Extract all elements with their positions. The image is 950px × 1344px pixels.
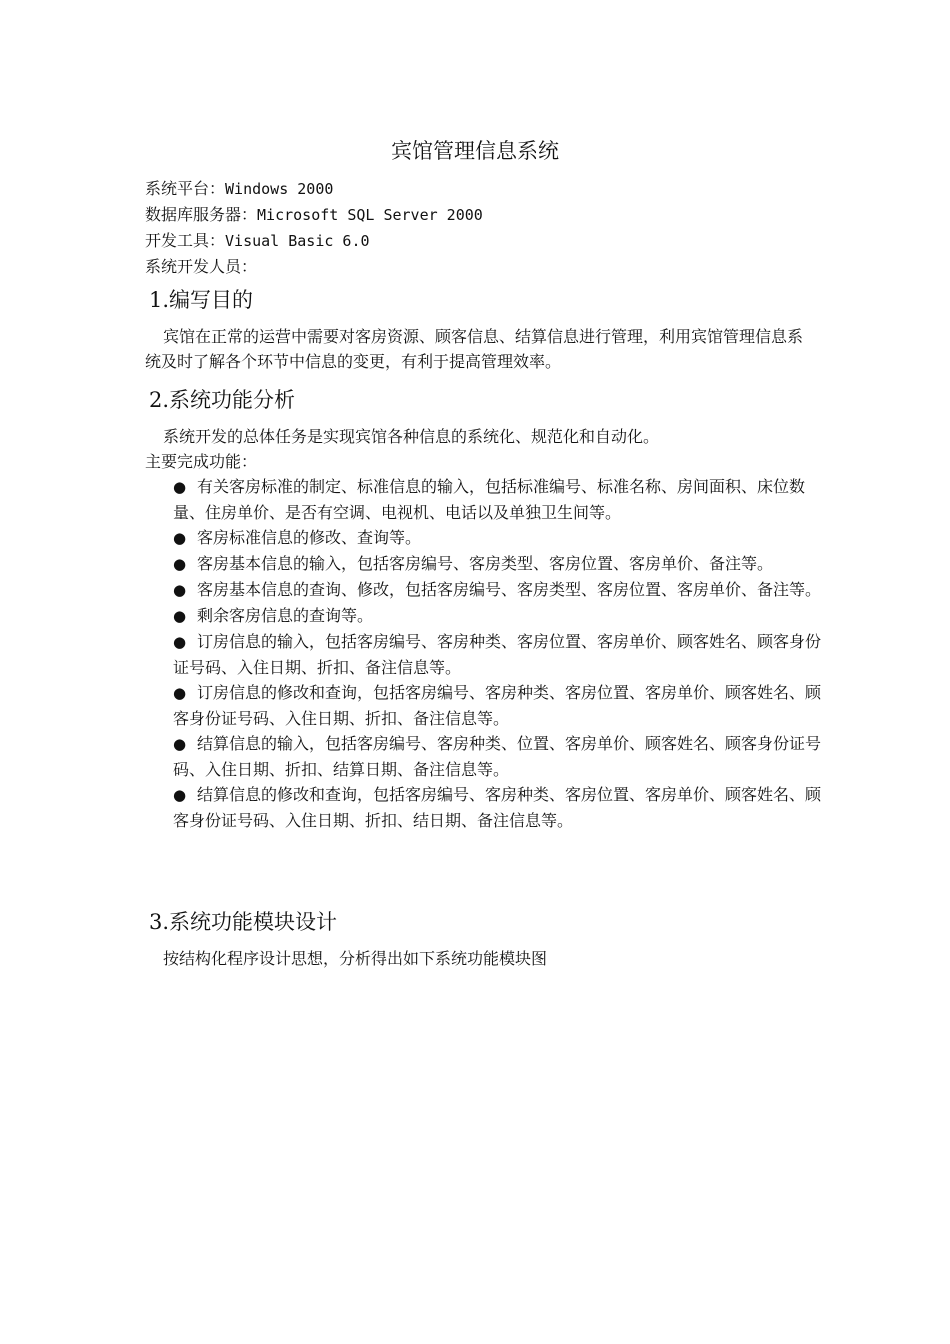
section-heading-analysis: 2.系统功能分析	[149, 388, 296, 412]
section-paragraph-module-design: 按结构化程序设计思想，分析得出如下系统功能模块图	[163, 949, 548, 968]
function-list	[173, 474, 825, 833]
list-item	[173, 551, 825, 577]
list-item	[173, 629, 825, 680]
list-item	[173, 525, 825, 551]
section-heading-module-design: 3.系统功能模块设计	[149, 910, 338, 934]
bullet-icon: ●	[173, 555, 187, 573]
list-item	[173, 474, 825, 525]
bullet-icon: ●	[173, 633, 187, 651]
list-item	[173, 782, 825, 833]
list-item-text: 订房信息的修改和查询，包括客房编号、客房种类、客房位置、客房单价、顾客姓名、顾客身份证号码、入住日期、折扣、备注信息等。	[173, 683, 822, 728]
bullet-icon: ●	[173, 786, 187, 804]
meta-label: 系统平台：	[145, 179, 226, 198]
meta-row-platform	[145, 176, 845, 202]
bullet-icon: ●	[173, 684, 187, 702]
list-item-text: 剩余客房信息的查询等。	[197, 606, 374, 625]
list-item	[173, 577, 825, 603]
meta-value: Microsoft SQL Server 2000	[257, 206, 483, 224]
bullet-icon: ●	[173, 735, 187, 753]
section-paragraph-purpose: 宾馆在正常的运营中需要对客房资源、顾客信息、结算信息进行管理，利用宾馆管理信息系统及时了解各个环节中信息的变更，有利于提高管理效率。	[145, 327, 804, 371]
section-subheading-functions: 主要完成功能：	[145, 452, 258, 471]
meta-label: 开发工具：	[145, 231, 226, 250]
meta-row-dev-tool	[145, 228, 845, 254]
meta-row-developers	[145, 254, 845, 280]
meta-row-database	[145, 202, 845, 228]
section-paragraph-analysis: 系统开发的总体任务是实现宾馆各种信息的系统化、规范化和自动化。	[163, 427, 660, 446]
list-item	[173, 731, 825, 782]
document-title: 宾馆管理信息系统	[391, 139, 559, 163]
list-item	[173, 680, 825, 731]
meta-value: Visual Basic 6.0	[225, 232, 370, 250]
bullet-icon: ●	[173, 529, 187, 547]
list-item	[173, 603, 825, 629]
list-item-text: 客房标准信息的修改、查询等。	[197, 528, 422, 547]
list-item-text: 客房基本信息的输入，包括客房编号、客房类型、客房位置、客房单价、备注等。	[197, 554, 774, 573]
system-info-block	[145, 176, 845, 280]
list-item-text: 结算信息的修改和查询，包括客房编号、客房种类、客房位置、客房单价、顾客姓名、顾客身份证号码、入住日期、折扣、结日期、备注信息等。	[173, 785, 822, 830]
list-item-text: 客房基本信息的查询、修改，包括客房编号、客房类型、客房位置、客房单价、备注等。	[197, 580, 822, 599]
meta-value: Windows 2000	[225, 180, 334, 198]
list-item-text: 有关客房标准的制定、标准信息的输入，包括标准编号、标准名称、房间面积、床位数量、住房单价、是否有空调、电视机、电话以及单独卫生间等。	[173, 477, 806, 522]
bullet-icon: ●	[173, 478, 187, 496]
section-heading-purpose: 1.编写目的	[149, 288, 254, 312]
bullet-icon: ●	[173, 581, 187, 599]
meta-label: 数据库服务器：	[145, 205, 258, 224]
list-item-text: 订房信息的输入，包括客房编号、客房种类、客房位置、客房单价、顾客姓名、顾客身份证号码、入住日期、折扣、备注信息等。	[173, 632, 822, 677]
list-item-text: 结算信息的输入，包括客房编号、客房种类、位置、客房单价、顾客姓名、顾客身份证号码、入住日期、折扣、结算日期、备注信息等。	[173, 734, 822, 779]
meta-label: 系统开发人员：	[145, 257, 258, 276]
bullet-icon: ●	[173, 607, 187, 625]
